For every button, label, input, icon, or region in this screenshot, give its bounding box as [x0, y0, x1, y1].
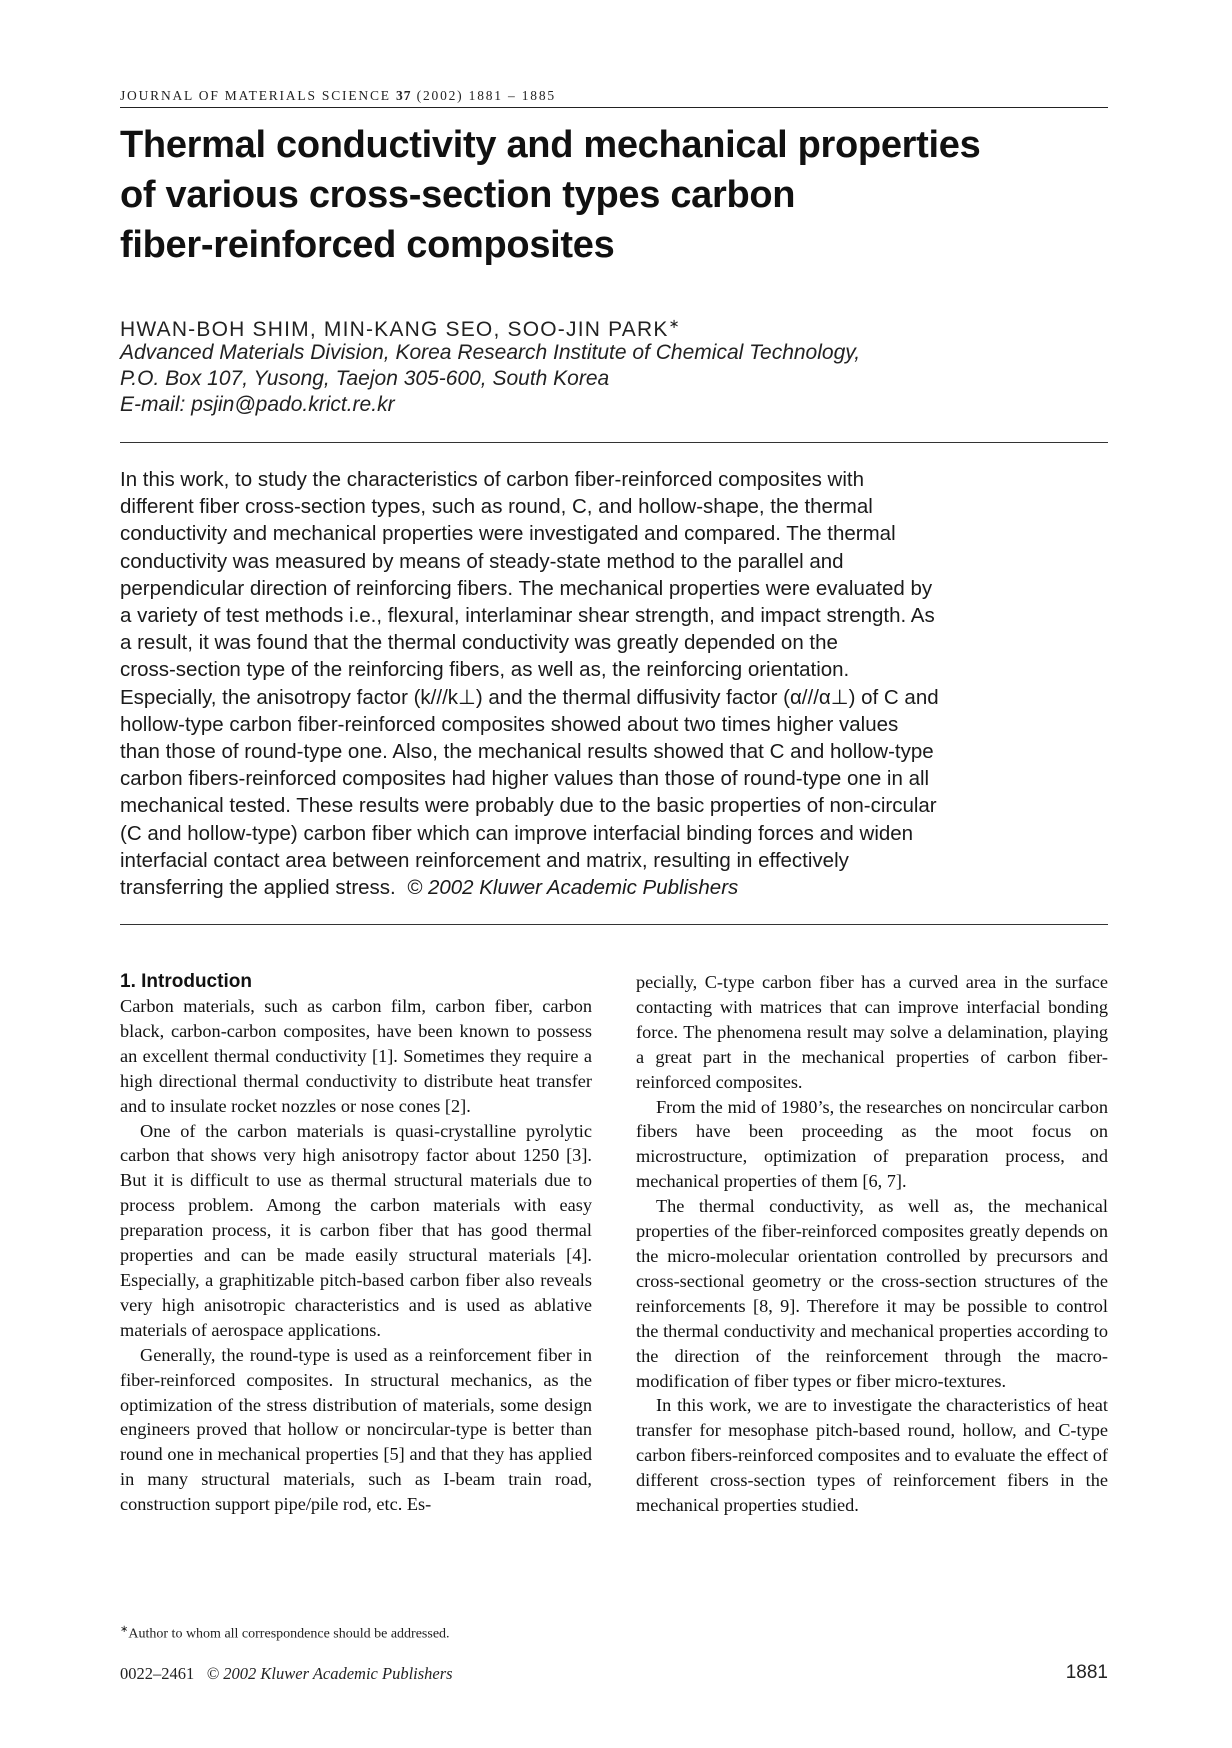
left-column	[120, 970, 592, 1517]
abstract-bottom-rule	[120, 924, 1108, 925]
page-number: 1881	[1065, 1662, 1108, 1683]
title-line: fiber-reinforced composites	[120, 224, 615, 266]
title-line: Thermal conductivity and mechanical properties	[120, 124, 981, 166]
footer-issn	[120, 1664, 453, 1684]
abstract-line: Especially, the anisotropy factor (k///k⊥) and the thermal diffusivity factor (α///α⊥) of C and	[120, 685, 939, 709]
author-names: HWAN-BOH SHIM, MIN-KANG SEO, SOO-JIN PARK	[120, 318, 669, 341]
journal-volume: 37	[395, 88, 412, 103]
affiliation-line: Advanced Materials Division, Korea Research Institute of Chemical Technology,	[120, 341, 861, 364]
abstract-line: interfacial contact area between reinforcement and matrix, resulting in effectively	[120, 848, 849, 872]
abstract-line: cross-section type of the reinforcing fibers, as well as, the reinforcing orientation.	[120, 658, 850, 682]
abstract-top-rule	[120, 442, 1108, 443]
abstract-line: In this work, to study the characteristics of carbon fiber-reinforced composites with	[120, 468, 865, 491]
body-paragraph: pecially, C-type carbon fiber has a curved area in the surface contacting with matrices that can improve interfacial bonding force. The phenomena result may solve a delamination, playing a great part in the mechanical properties of carbon fiber-reinforced composites.	[636, 972, 1108, 1092]
running-head	[120, 88, 1108, 104]
abstract-line: conductivity was measured by means of steady-state method to the parallel and	[120, 549, 844, 573]
abstract-line: a variety of test methods i.e., flexural, interlaminar shear strength, and impact strength. As	[120, 604, 935, 628]
journal-year-pages: (2002) 1881 – 1885	[416, 88, 556, 103]
abstract-line: mechanical tested. These results were probably due to the basic properties of non-circular	[120, 794, 937, 818]
header-rule	[120, 107, 1108, 108]
title-line: of various cross-section types carbon	[120, 174, 796, 216]
footnote-text: Author to whom all correspondence should be addressed.	[128, 1626, 450, 1642]
paper-page	[120, 0, 1108, 1748]
abstract-line: hollow-type carbon fiber-reinforced composites showed about two times higher values	[120, 712, 899, 736]
body-paragraph: Carbon materials, such as carbon film, carbon fiber, carbon black, carbon-carbon composites, have been known to possess an excellent thermal conductivity [1]. Sometimes they require a high directional thermal conductivity to distribute heat transfer and to insulate rocket nozzles or nose cones [2].	[120, 996, 592, 1116]
abstract-final-text: transferring the applied stress.	[120, 876, 396, 900]
abstract-line: perpendicular direction of reinforcing fibers. The mechanical properties were evaluated by	[120, 576, 933, 600]
abstract-line: carbon fibers-reinforced composites had higher values than those of round-type one in all	[120, 767, 930, 791]
affiliation	[120, 340, 860, 418]
affiliation-line: P.O. Box 107, Yusong, Taejon 305-600, South Korea	[120, 367, 610, 390]
footnote-mark: ∗	[120, 1624, 129, 1635]
body-paragraph: One of the carbon materials is quasi-crystalline pyrolytic carbon that shows very high anisotropy factor about 1250 [3]. But it is difficult to use as thermal structural materials due to process problem. Among the carbon materials with easy preparation process, it is carbon fiber that has good thermal properties and can be made easily structural materials [4]. Especially, a graphitizable pitch-based carbon fiber also reveals very high anisotropic characteristics and is used as ablative materials of aerospace applications.	[120, 1120, 592, 1340]
body-paragraph: In this work, we are to investigate the characteristics of heat transfer for mesophase pitch-based round, hollow, and C-type carbon fibers-reinforced composites and to evaluate the effect of different cross-section types of reinforcement fibers in the mechanical properties studied.	[636, 1395, 1108, 1516]
affiliation-email: E-mail: psjin@pado.krict.re.kr	[120, 393, 395, 416]
body-paragraph: The thermal conductivity, as well as, the mechanical properties of the fiber-reinforced composites greatly depends on the micro-molecular orientation controlled by precursors and cross-sectional geometry or the cross-section structures of the reinforcements [8, 9]. Therefore it may be possible to control the thermal conductivity and mechanical properties according to the direction of the reinforcement through the macro-modification of fiber types or fiber micro-textures.	[636, 1196, 1108, 1391]
body-paragraph: Generally, the round-type is used as a reinforcement fiber in fiber-reinforced composites. In structural mechanics, as the optimization of the stress distribution of materials, some design engineers proved that hollow or noncircular-type is better than round one in mechanical properties [5] and that they has applied in many structural materials, such as I-beam train road, construction support pipe/pile rod, etc. Es-	[120, 1344, 592, 1515]
author-list	[120, 316, 681, 342]
abstract-line: conductivity and mechanical properties were investigated and compared. The thermal	[120, 522, 896, 546]
right-column	[636, 970, 1108, 1518]
abstract-line-last	[120, 874, 1108, 901]
footer-copyright: © 2002 Kluwer Academic Publishers	[206, 1664, 453, 1683]
author-footnote-mark: ∗	[668, 316, 681, 331]
issn-number: 0022–2461	[120, 1664, 195, 1683]
abstract-line: a result, it was found that the thermal conductivity was greatly depended on the	[120, 631, 838, 655]
body-paragraph: From the mid of 1980’s, the researches on noncircular carbon fibers have been proceeding as the moot focus on microstructure, optimization of preparation process, and mechanical properties of them [6, 7].	[636, 1096, 1108, 1192]
abstract-line: than those of round-type one. Also, the mechanical results showed that C and hollow-type	[120, 740, 934, 764]
journal-name: JOURNAL OF MATERIALS SCIENCE	[120, 88, 391, 103]
abstract-line: different fiber cross-section types, such as round, C, and hollow-shape, the thermal	[120, 495, 873, 519]
section-heading: 1. Introduction	[120, 971, 252, 992]
footnote	[120, 1624, 450, 1643]
abstract-line: (C and hollow-type) carbon fiber which can improve interfacial binding forces and widen	[120, 821, 914, 845]
abstract-copyright: © 2002 Kluwer Academic Publishers	[407, 876, 739, 900]
abstract	[120, 466, 1108, 901]
paper-title	[120, 120, 1108, 270]
